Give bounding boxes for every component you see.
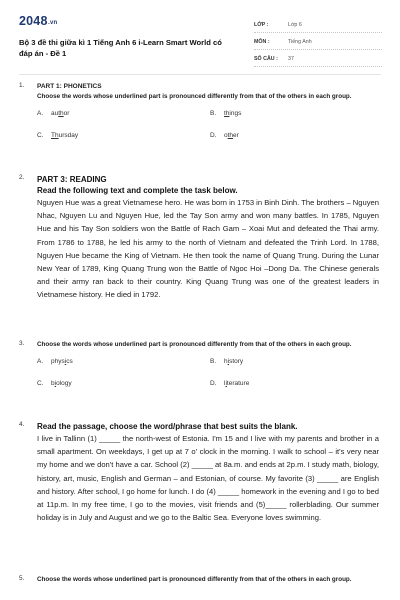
option-text-post: or bbox=[63, 109, 70, 117]
question-number: 3. bbox=[19, 340, 25, 347]
option-letter: D. bbox=[210, 131, 217, 139]
option-text-pre: b bbox=[51, 380, 55, 387]
question-instruction: Choose the words whose underlined part is pronounced differently from that of the others in each group. bbox=[37, 341, 352, 348]
logo-text: 2048 bbox=[19, 14, 48, 28]
option-text-post: ology bbox=[56, 380, 72, 387]
option-text-post: er bbox=[233, 131, 239, 139]
option-letter: C. bbox=[37, 380, 44, 387]
answer-option-c[interactable] bbox=[37, 380, 72, 387]
question-4 bbox=[19, 421, 381, 566]
meta-row-question-count bbox=[254, 53, 382, 67]
question-number: 5. bbox=[19, 575, 25, 582]
question-instruction: Choose the words whose underlined part is pronounced differently from that of the others in each group. bbox=[37, 576, 352, 583]
meta-label: LỚP : bbox=[254, 22, 269, 28]
answer-option-c[interactable] bbox=[37, 132, 78, 139]
question-body bbox=[37, 174, 379, 302]
option-underlined-part: th bbox=[58, 109, 64, 117]
option-text-pre: phys bbox=[51, 358, 65, 365]
option-underlined-part: th bbox=[224, 109, 230, 117]
meta-value: Tiếng Anh bbox=[288, 39, 312, 45]
option-text-post: ings bbox=[229, 109, 242, 117]
document-meta bbox=[254, 19, 382, 70]
option-text-pre: l bbox=[224, 380, 226, 387]
option-letter: D. bbox=[210, 380, 217, 387]
option-letter: A. bbox=[37, 358, 44, 365]
question-number: 2. bbox=[19, 174, 25, 181]
question-3 bbox=[19, 340, 381, 410]
answer-option-b[interactable] bbox=[210, 110, 241, 117]
question-2 bbox=[19, 174, 381, 334]
option-underlined-part: i bbox=[227, 358, 230, 365]
answer-options bbox=[37, 358, 379, 398]
question-5 bbox=[19, 575, 381, 600]
option-text-pre: h bbox=[224, 358, 228, 365]
header-divider bbox=[19, 74, 381, 75]
option-letter: B. bbox=[210, 109, 217, 117]
answer-option-b[interactable] bbox=[210, 358, 243, 365]
site-logo[interactable] bbox=[19, 14, 57, 28]
answer-option-a[interactable] bbox=[37, 358, 73, 365]
question-title: Read the passage, choose the word/phrase that best suits the blank. bbox=[37, 422, 298, 431]
meta-value: Lớp 6 bbox=[288, 22, 302, 28]
question-title: PART 3: READING bbox=[37, 175, 107, 184]
question-instruction: Choose the words whose underlined part is pronounced differently from that of the others in each group. bbox=[37, 92, 352, 100]
option-underlined-part: th bbox=[227, 131, 234, 139]
option-text-post: ursday bbox=[58, 131, 79, 139]
option-text-pre: o bbox=[224, 131, 228, 139]
option-text-post: cs bbox=[66, 358, 73, 365]
answer-option-a[interactable] bbox=[37, 110, 69, 117]
answer-options bbox=[37, 110, 379, 150]
question-1 bbox=[19, 82, 381, 162]
question-title: PART 1: PHONETICS bbox=[37, 83, 102, 90]
answer-option-d[interactable] bbox=[210, 380, 249, 387]
option-text-post: story bbox=[229, 358, 244, 365]
meta-label: MÔN : bbox=[254, 39, 270, 45]
question-number: 4. bbox=[19, 421, 25, 428]
option-letter: A. bbox=[37, 109, 44, 117]
option-underlined-part: i bbox=[225, 380, 227, 387]
answer-option-d[interactable] bbox=[210, 132, 239, 139]
question-body bbox=[37, 82, 379, 150]
question-body bbox=[37, 575, 379, 585]
option-letter: B. bbox=[210, 358, 217, 365]
meta-row-subject bbox=[254, 36, 382, 50]
logo-tld: .vn bbox=[48, 20, 58, 26]
document-title: Bộ 3 đề thi giữa kì 1 Tiếng Anh 6 i-Learn Smart World có đáp án - Đề 1 bbox=[19, 38, 222, 58]
question-body bbox=[37, 340, 379, 398]
option-underlined-part: i bbox=[64, 358, 67, 365]
reading-passage: I live in Tallinn (1) _____ the north-west of Estonia. I'm 15 and I live with my parents and brother in a small apartment. On weekdays, I get up at 7 o' clock in the morning. I walk to school – it's very near my home and we don't have a car. School (2) _____ at 8a.m. and ends at 2p.m. I study math, biology, history, art, music, English and German – and Estonian, of course. My favorite (3) _____ are English and history. After school, I go home for lunch. I do (4) _____ homework in the evening and I go to bed at 11p.m. In my free time, I go to the movies, visit friends and (5)_____ rollerblading. Our summer holiday is in July and August and we go to the Baltic Sea. Everyone loves swimming. bbox=[37, 434, 379, 523]
question-body bbox=[37, 421, 379, 524]
document-header bbox=[19, 10, 381, 70]
option-text-post: terature bbox=[226, 380, 250, 387]
question-number: 1. bbox=[19, 82, 25, 89]
option-text-pre: au bbox=[51, 109, 59, 117]
meta-label: SỐ CÂU : bbox=[254, 56, 278, 62]
option-underlined-part: i bbox=[54, 380, 57, 387]
meta-value: 37 bbox=[288, 56, 294, 62]
reading-passage: Nguyen Hue was a great Vietnamese hero. He was born in 1753 in Binh Dinh. The brothers – Nguyen Nhac, Nguyen Lu and Nguyen Hue, led the Tay Son army and won many battles. In 1785, Nguyen Hue and his Tay Son soldiers won the Battle of Rach Gam – Xoai Mut and defeated the Thai army. From 1786 to 1788, he led his army to the north of Vietnam and defeated the Trinh Lord. In 1788, Nguyen Hue became the King of Vietnam. He then took the name of Quang Trung. During the Lunar New Year of 1789, King Quang Trung won the Battle of Ngoc Hoi –Dong Da. The Chinese generals and their army ran back to their country. King Quang Trung was one of the greatest leaders in Vietnamese history. He died in 1792. bbox=[37, 198, 379, 300]
question-instruction: Read the following text and complete the task below. bbox=[37, 186, 238, 195]
meta-row-class bbox=[254, 19, 382, 33]
option-letter: C. bbox=[37, 131, 44, 139]
option-underlined-part: Th bbox=[51, 131, 59, 139]
